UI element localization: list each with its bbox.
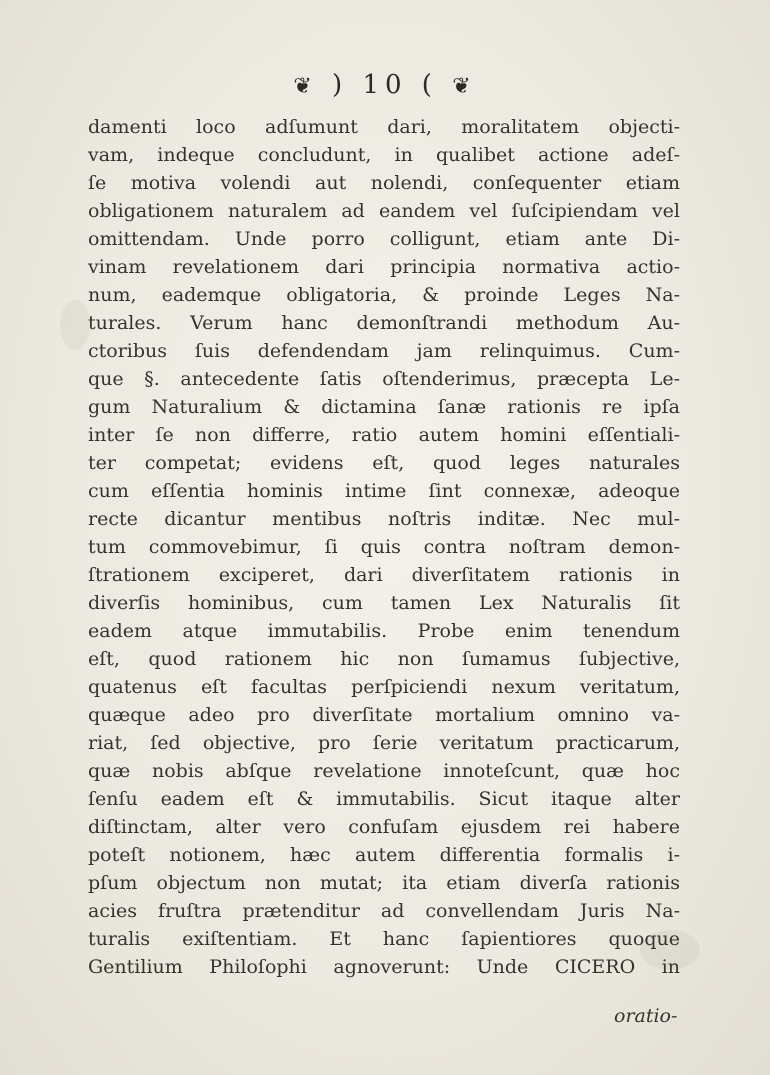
text-line: cum eſſentia hominis intime ſint connexæ, adeoque — [88, 480, 680, 502]
text-line: recte dicantur mentibus noſtris inditæ. Nec mul- — [88, 508, 680, 530]
text-line: eſt, quod rationem hic non ſumamus ſubjective, — [88, 648, 680, 670]
text-line: quæque adeo pro diverſitate mortalium omnino va- — [88, 704, 680, 726]
body-text — [88, 113, 680, 981]
page-number: ) 10 ( — [332, 70, 438, 100]
text-line: ſe motiva volendi aut nolendi, conſequenter etiam — [88, 172, 680, 194]
text-line: tum commovebimur, ſi quis contra noſtram demon- — [88, 536, 680, 558]
text-line: omittendam. Unde porro colligunt, etiam ante Di- — [88, 228, 680, 250]
text-line: poteſt notionem, hæc autem differentia formalis i- — [88, 844, 680, 866]
text-line: damenti loco adſumunt dari, moralitatem objecti- — [88, 116, 680, 138]
text-line: ſenſu eadem eſt & immutabilis. Sicut itaque alter — [88, 788, 680, 810]
page-header — [0, 70, 770, 100]
text-line: gum Naturalium & dictamina ſanæ rationis re ipſa — [88, 396, 680, 418]
text-line: ter competat; evidens eſt, quod leges naturales — [88, 452, 680, 474]
paper-stain — [60, 300, 90, 350]
text-line: vinam revelationem dari principia normativa actio- — [88, 256, 680, 278]
text-line: acies fruſtra prætenditur ad convellendam Juris Na- — [88, 900, 680, 922]
text-line: vam, indeque concludunt, in qualibet actione adeſ- — [88, 144, 680, 166]
text-line: eadem atque immutabilis. Probe enim tenendum — [88, 620, 680, 642]
text-line: riat, ſed objective, pro ſerie veritatum practicarum, — [88, 732, 680, 754]
fleuron-right-icon: ❦ — [452, 73, 477, 99]
text-line: turales. Verum hanc demonſtrandi methodum Au- — [88, 312, 680, 334]
text-line: que §. antecedente ſatis oſtenderimus, præcepta Le- — [88, 368, 680, 390]
fleuron-left-icon: ❦ — [293, 73, 318, 99]
text-line: quatenus eſt facultas perſpiciendi nexum veritatum, — [88, 676, 680, 698]
text-line: ſtrationem exciperet, dari diverſitatem rationis in — [88, 564, 680, 586]
catchword: oratio- — [614, 1005, 678, 1027]
text-line: ctoribus ſuis defendendam jam relinquimus. Cum- — [88, 340, 680, 362]
text-line: diſtinctam, alter vero confuſam ejusdem rei habere — [88, 816, 680, 838]
text-line: obligationem naturalem ad eandem vel ſuſcipiendam vel — [88, 200, 680, 222]
text-line: num, eademque obligatoria, & proinde Leges Na- — [88, 284, 680, 306]
text-line: Gentilium Philoſophi agnoverunt: Unde CICERO in — [88, 956, 680, 978]
text-line: quæ nobis abſque revelatione innoteſcunt, quæ hoc — [88, 760, 680, 782]
text-line: inter ſe non differre, ratio autem homini eſſentiali- — [88, 424, 680, 446]
text-line: diverſis hominibus, cum tamen Lex Naturalis ſit — [88, 592, 680, 614]
text-line: pſum objectum non mutat; ita etiam diverſa rationis — [88, 872, 680, 894]
text-line: turalis exiſtentiam. Et hanc ſapientiores quoque — [88, 928, 680, 950]
